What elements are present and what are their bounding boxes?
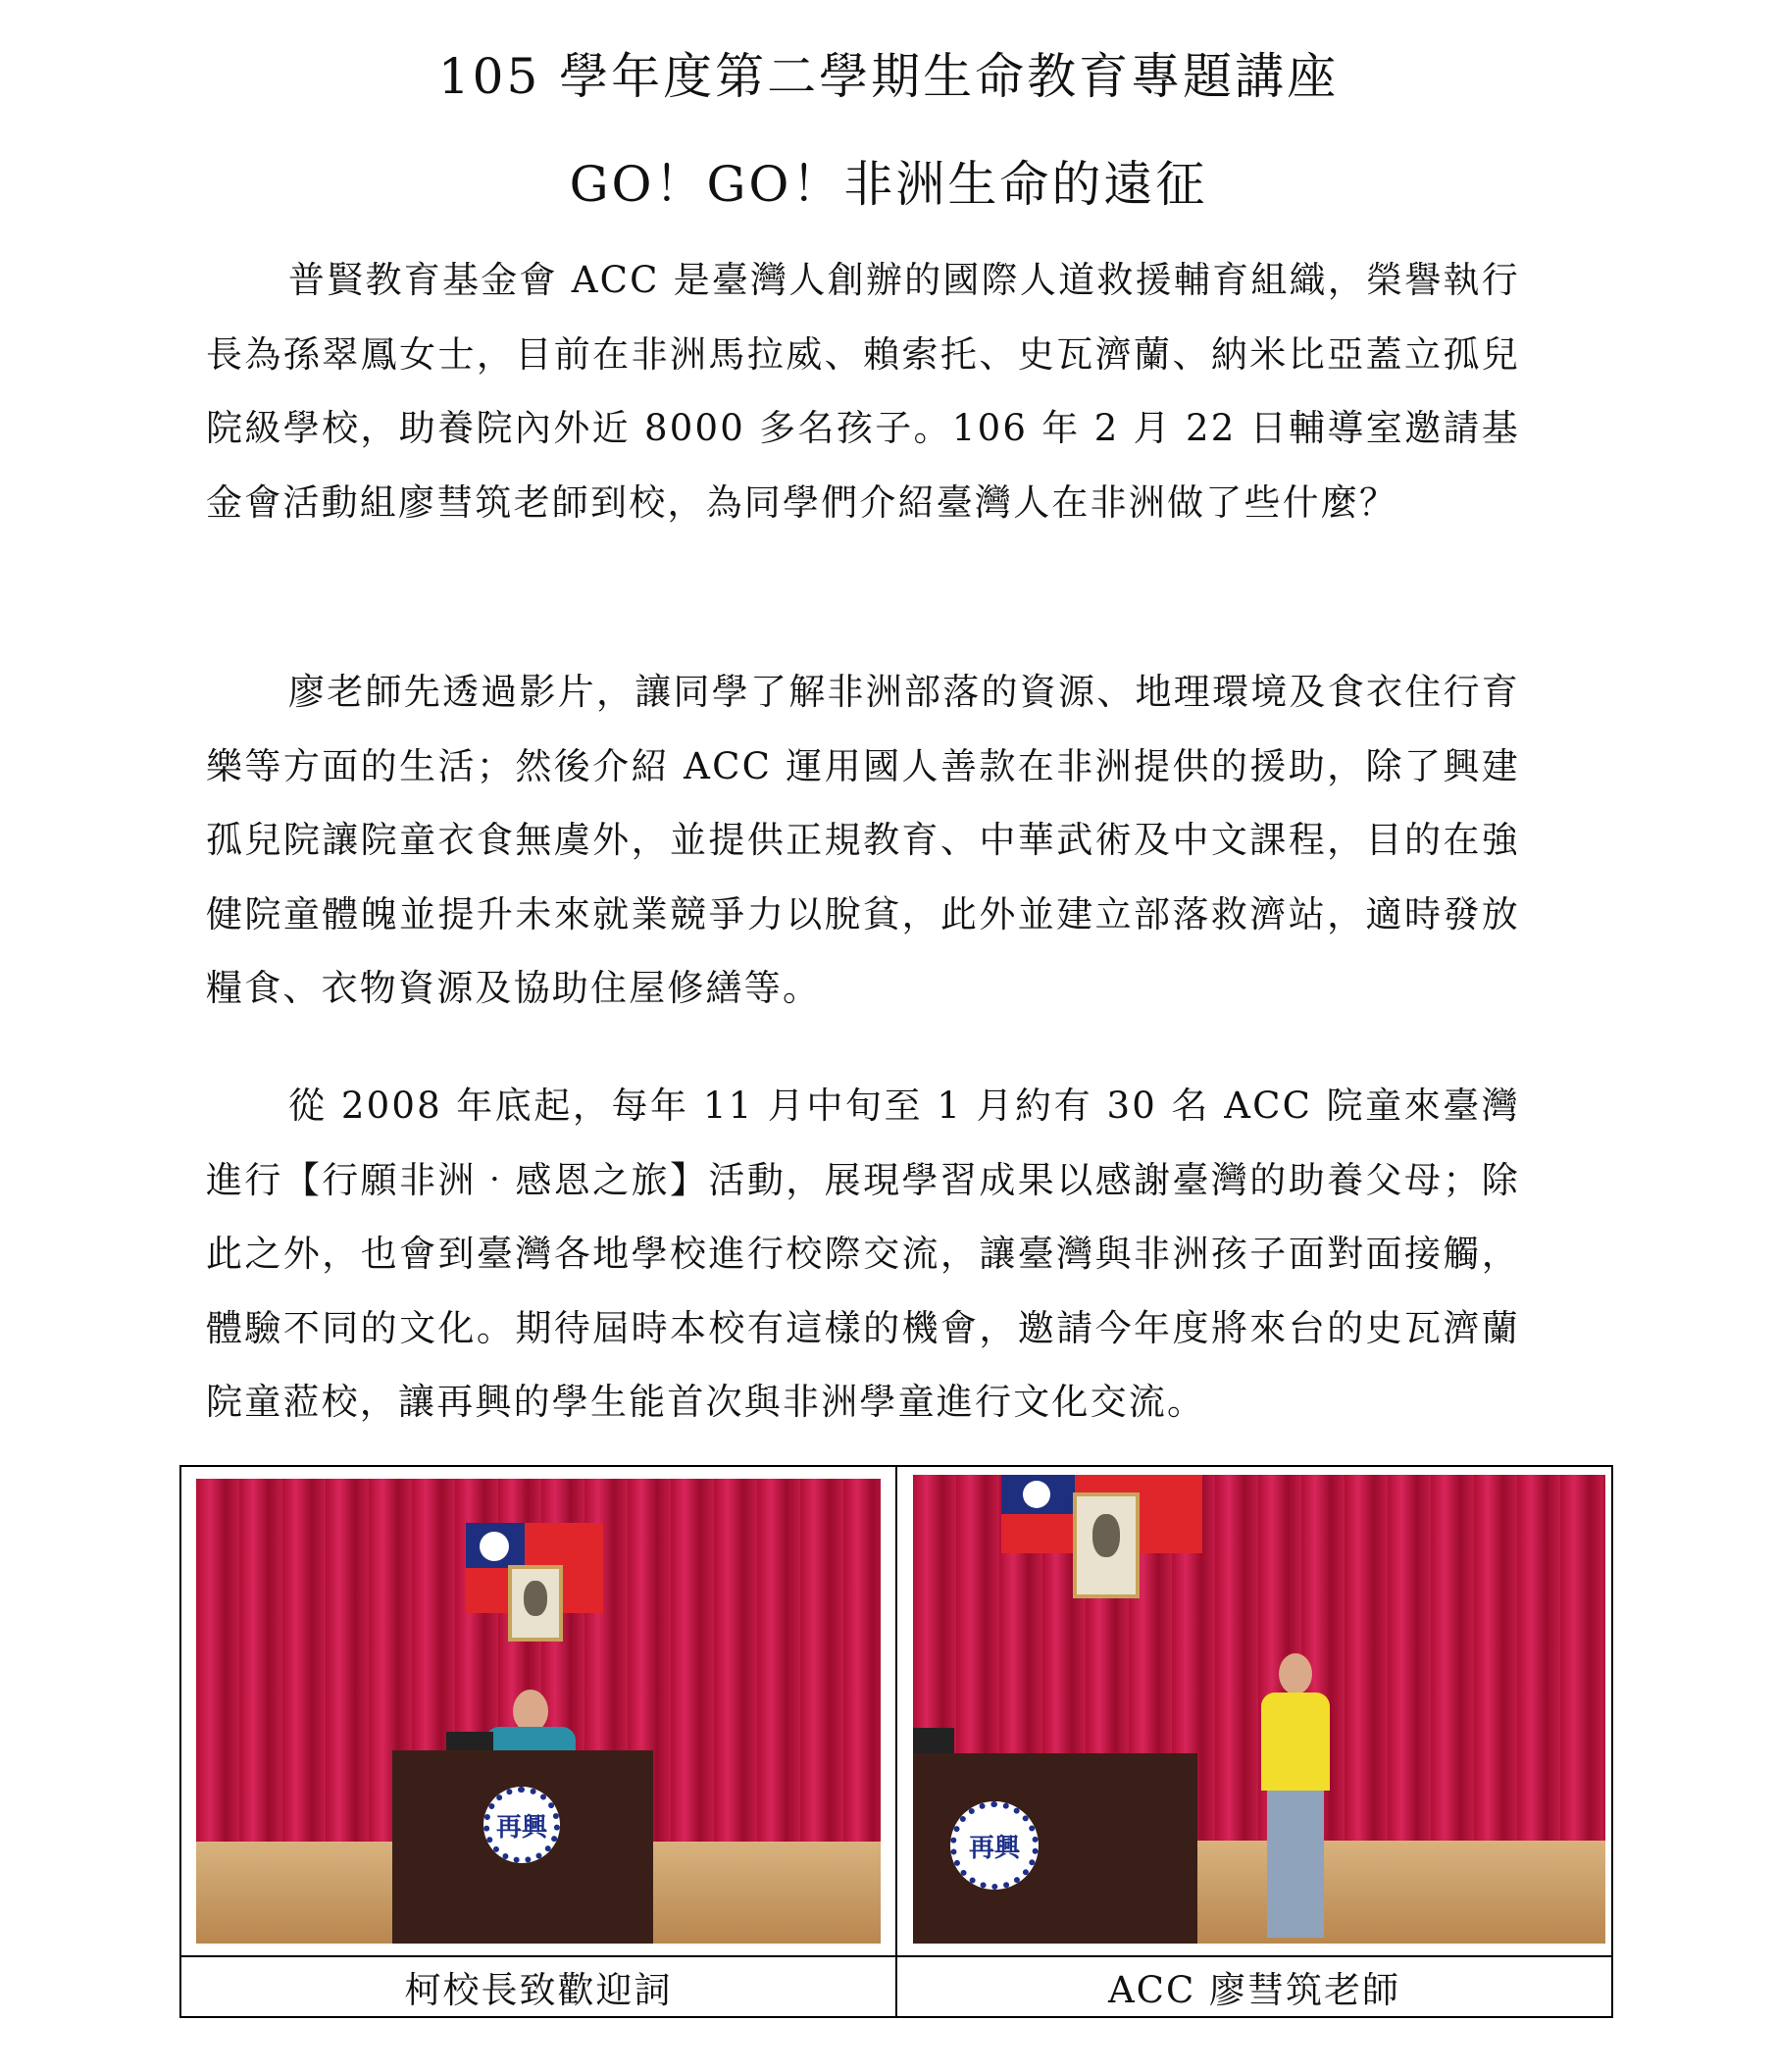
- paragraph-2: 廖老師先透過影片，讓同學了解非洲部落的資源、地理環境及食衣住行育樂等方面的生活；然後介紹 ACC 運用國人善款在非洲提供的援助，除了興建孤兒院讓院童衣食無虞外，並提供正規教育、中華武術及中文課程，目的在強健院童體魄並提升未來就業競爭力以脫貧，此外並建立部落救濟站，適時發放糧食、衣物資源及協助住屋修繕等。: [206, 671, 1520, 1009]
- portrait-icon: [508, 1565, 563, 1642]
- photo-teacher-speech: [913, 1475, 1605, 1944]
- photo-table: [179, 1465, 1613, 2018]
- school-logo-icon: 再興: [483, 1787, 560, 1863]
- page-subtitle: GO！GO！非洲生命的遠征: [569, 156, 1208, 213]
- photo-cell-1: [180, 1466, 896, 1956]
- paragraph-1: 普賢教育基金會 ACC 是臺灣人創辦的國際人道救援輔育組織，榮譽執行長為孫翠鳳女士，目前在非洲馬拉威、賴索托、史瓦濟蘭、納米比亞蓋立孤兒院級學校，助養院內外近 8000 多名孩子。106 年 2 月 22 日輔導室邀請基金會活動組廖彗筑老師到校，為同學們介紹臺灣人在非洲做了些什麼？: [206, 259, 1520, 524]
- photo-principal-speech: [196, 1479, 881, 1944]
- school-logo-icon: 再興: [950, 1801, 1039, 1890]
- laptop-icon: [913, 1728, 954, 1753]
- portrait-icon: [1073, 1492, 1140, 1598]
- paragraph-3: 從 2008 年底起，每年 11 月中旬至 1 月約有 30 名 ACC 院童來臺灣進行【行願非洲‧感恩之旅】活動，展現學習成果以感謝臺灣的助養父母；除此之外，也會到臺灣各地學校進行校際交流，讓臺灣與非洲孩子面對面接觸，體驗不同的文化。期待屆時本校有這樣的機會，邀請今年度將來台的史瓦濟蘭院童蒞校，讓再興的學生能首次與非洲學童進行文化交流。: [206, 1085, 1520, 1423]
- photo-caption-2: ACC 廖彗筑老師: [896, 1956, 1612, 2017]
- photo-cell-2: [896, 1466, 1612, 1956]
- page-title: 105 學年度第二學期生命教育專題講座: [437, 48, 1340, 105]
- photo-caption-1: 柯校長致歡迎詞: [180, 1956, 896, 2017]
